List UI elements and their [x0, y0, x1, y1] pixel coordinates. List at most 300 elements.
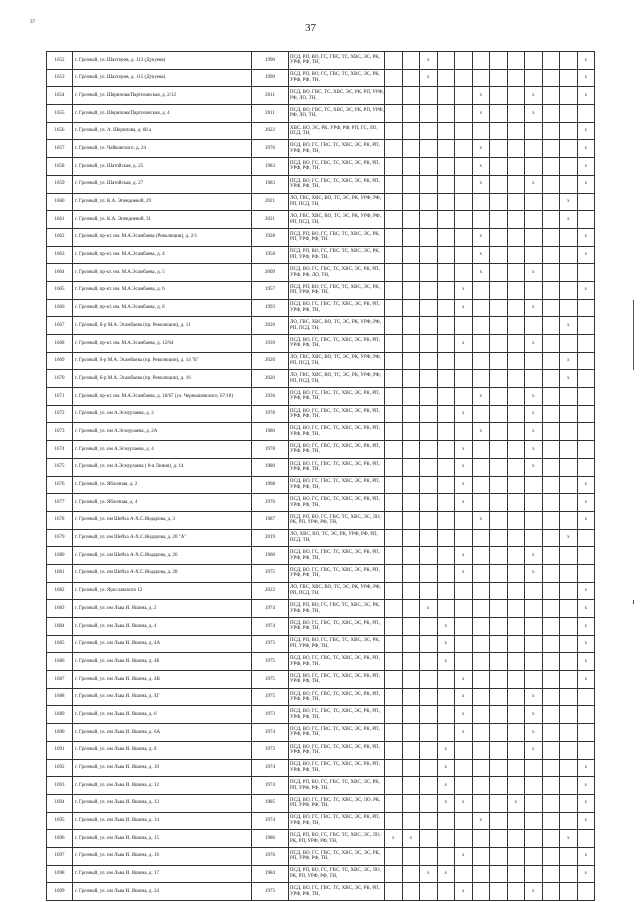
work-mark-cell	[420, 847, 438, 865]
address-cell: г. Грозный, пр-кт. им. М.А.Эсамбаева, д. 12/64	[73, 335, 252, 353]
work-mark-cell	[525, 52, 543, 70]
year-cell: 1990	[252, 69, 289, 87]
works-list-cell: ПСД, РП, ВО, ГС, ГВС, ТС, ХВС, ЭС, РК, РП, УРФ, РФ, ТН,	[289, 246, 385, 264]
work-mark-cell	[560, 335, 578, 353]
work-mark-x: x	[560, 352, 578, 370]
work-mark-cell	[385, 582, 403, 600]
year-cell: 1974	[252, 777, 289, 795]
address-cell: г. Грозный, ул. им Льва И. Яшина, д. 12	[73, 777, 252, 795]
work-mark-cell	[455, 246, 473, 264]
work-mark-cell	[385, 317, 403, 335]
work-mark-cell	[542, 105, 560, 123]
works-list-cell: ПСД, ВО, ГС, ГВС, ТС, ХВС, ЭС, РК, РП, УРФ, РФ, ТН,	[289, 423, 385, 441]
work-mark-cell	[437, 441, 455, 459]
work-mark-x: x	[577, 600, 595, 618]
work-mark-cell	[472, 582, 490, 600]
work-mark-cell	[455, 741, 473, 759]
work-mark-cell	[402, 653, 420, 671]
work-mark-cell	[560, 69, 578, 87]
work-mark-cell	[507, 653, 525, 671]
year-cell: 1976	[252, 494, 289, 512]
work-mark-cell	[507, 175, 525, 193]
table-row	[47, 193, 595, 211]
page-number: 37	[305, 22, 316, 34]
work-mark-cell	[490, 352, 508, 370]
works-list-cell: ЛО, ГВС, ХВС, ВО, ТС, ЭС, РК, УРФ, РФ, РП, ПСД, ТН,	[289, 582, 385, 600]
year-cell: 1976	[252, 847, 289, 865]
work-mark-cell	[420, 158, 438, 176]
works-list-cell: ПСД, ВО, ГС, ГВС, ТС, ХВС, ЭС, РК, РП, УРФ, РФ, ТН,	[289, 618, 385, 636]
work-mark-x: x	[577, 158, 595, 176]
work-mark-cell	[420, 352, 438, 370]
work-mark-x: x	[472, 388, 490, 406]
works-list-cell: ПСД, ВО, ГС, ГВС, ТС, ХВС, ЭС, РК, РП, УРФ, РФ, ТН,	[289, 883, 385, 901]
year-cell: 1975	[252, 688, 289, 706]
work-mark-cell	[437, 299, 455, 317]
work-mark-cell	[402, 476, 420, 494]
year-cell: 1958	[252, 246, 289, 264]
work-mark-cell	[542, 847, 560, 865]
work-mark-cell	[472, 317, 490, 335]
work-mark-cell	[577, 529, 595, 547]
work-mark-x: x	[525, 706, 543, 724]
row-number-cell: 1670	[47, 370, 73, 388]
address-cell: г. Грозный, пр-кт. им. М.А.Эсамбаева, д. 18/67 (ул. Чернышевского, 67/18)	[73, 388, 252, 406]
table-row	[47, 476, 595, 494]
work-mark-x: x	[472, 158, 490, 176]
address-cell: г. Грозный, ул. им Льва И. Яшина, д. 4В	[73, 671, 252, 689]
works-list-cell: ЛО, ГВС, ХВС, ВО, ТС, ЭС, РК, УРФ, РФ, РП, ПСД, ТН,	[289, 211, 385, 229]
work-mark-x: x	[455, 405, 473, 423]
work-mark-cell	[385, 52, 403, 70]
table-row	[47, 317, 595, 335]
work-mark-cell	[507, 122, 525, 140]
work-mark-cell	[542, 883, 560, 901]
work-mark-cell	[507, 335, 525, 353]
work-mark-x: x	[455, 547, 473, 565]
work-mark-cell	[507, 564, 525, 582]
row-number-cell: 1696	[47, 830, 73, 848]
work-mark-cell	[472, 281, 490, 299]
row-number-cell: 1687	[47, 671, 73, 689]
year-cell: 1928	[252, 228, 289, 246]
work-mark-cell	[542, 87, 560, 105]
address-cell: г. Грозный, б-р М.А. Эсамбаева (пр. Революции), д. 16	[73, 370, 252, 388]
work-mark-x: x	[577, 582, 595, 600]
work-mark-cell	[472, 52, 490, 70]
work-mark-cell	[507, 281, 525, 299]
works-list-cell: ПСД, ВО, ГС, ГВС, ТС, ХВС, ЭС, РК, РП, УРФ, РФ, ТН,	[289, 299, 385, 317]
works-list-cell: ЛО, ГВС, ХВС, ВО, ТС, ЭС, РК, УРФ, РФ, РП, ПСД, ТН,	[289, 352, 385, 370]
work-mark-x: x	[472, 511, 490, 529]
work-mark-cell	[437, 158, 455, 176]
work-mark-cell	[437, 564, 455, 582]
works-list-cell: ПСД, ВО, ГВС, ТС, ХВС, ЭС, РК, РП, УРФ, РФ, ЛО, ТН,	[289, 105, 385, 123]
work-mark-cell	[420, 883, 438, 901]
work-mark-cell	[385, 476, 403, 494]
work-mark-cell	[525, 281, 543, 299]
work-mark-cell	[472, 759, 490, 777]
work-mark-cell	[437, 105, 455, 123]
year-cell: 1984	[252, 865, 289, 883]
work-mark-cell	[472, 335, 490, 353]
work-mark-cell	[385, 741, 403, 759]
year-cell: 2020	[252, 352, 289, 370]
work-mark-cell	[385, 299, 403, 317]
row-number-cell: 1660	[47, 193, 73, 211]
work-mark-cell	[420, 370, 438, 388]
work-mark-cell	[507, 529, 525, 547]
works-list-cell: ПСД, ВО, ГС, ГВС, ТС, ХВС, ЭС, РК, РП, УРФ, РФ, ТН,	[289, 706, 385, 724]
year-cell: 2021	[252, 193, 289, 211]
work-mark-cell	[385, 335, 403, 353]
work-mark-cell	[455, 653, 473, 671]
work-mark-cell	[507, 635, 525, 653]
table-row	[47, 794, 595, 812]
work-mark-x: x	[455, 335, 473, 353]
work-mark-cell	[542, 564, 560, 582]
work-mark-cell	[560, 741, 578, 759]
work-mark-x: x	[472, 423, 490, 441]
work-mark-x: x	[525, 335, 543, 353]
work-mark-cell	[420, 511, 438, 529]
work-mark-cell	[542, 865, 560, 883]
work-mark-cell	[437, 352, 455, 370]
work-mark-cell	[525, 246, 543, 264]
work-mark-cell	[385, 211, 403, 229]
work-mark-cell	[490, 547, 508, 565]
work-mark-cell	[507, 458, 525, 476]
work-mark-cell	[490, 193, 508, 211]
works-list-cell: ПСД, ВО, ГС, ГВС, ТС, ХВС, ЭС, РК, РП, УРФ, РФ, ТН,	[289, 388, 385, 406]
work-mark-cell	[560, 105, 578, 123]
work-mark-x: x	[437, 794, 455, 812]
address-cell: г. Грозный, ул. им Шейха А-Х.С.Яндарова, д. 20 "А"	[73, 529, 252, 547]
work-mark-cell	[472, 299, 490, 317]
work-mark-cell	[437, 688, 455, 706]
work-mark-cell	[455, 600, 473, 618]
work-mark-cell	[560, 600, 578, 618]
work-mark-x: x	[455, 883, 473, 901]
work-mark-cell	[490, 405, 508, 423]
work-mark-x: x	[525, 299, 543, 317]
table-row	[47, 228, 595, 246]
work-mark-x: x	[577, 653, 595, 671]
row-number-cell: 1698	[47, 865, 73, 883]
address-cell: г. Грозный, пр-кт. им. М.А.Эсамбаева, д. 5	[73, 264, 252, 282]
work-mark-cell	[560, 87, 578, 105]
work-mark-cell	[402, 812, 420, 830]
work-mark-cell	[577, 547, 595, 565]
row-number-cell: 1688	[47, 688, 73, 706]
work-mark-cell	[525, 671, 543, 689]
work-mark-x: x	[560, 317, 578, 335]
year-cell: 1975	[252, 671, 289, 689]
work-mark-x: x	[472, 140, 490, 158]
year-cell: 1985	[252, 794, 289, 812]
works-list-cell: ПСД, ВО, ГС, ГВС, ТС, ХВС, ЭС, РК, РП, УРФ, РФ, ТН,	[289, 547, 385, 565]
work-mark-x: x	[560, 529, 578, 547]
work-mark-cell	[507, 547, 525, 565]
row-number-cell: 1673	[47, 423, 73, 441]
work-mark-cell	[437, 547, 455, 565]
work-mark-cell	[560, 812, 578, 830]
work-mark-cell	[542, 635, 560, 653]
work-mark-cell	[420, 706, 438, 724]
work-mark-cell	[437, 671, 455, 689]
table-row	[47, 759, 595, 777]
work-mark-x: x	[385, 830, 403, 848]
row-number-cell: 1685	[47, 635, 73, 653]
work-mark-x: x	[455, 671, 473, 689]
work-mark-cell	[490, 69, 508, 87]
work-mark-x: x	[525, 175, 543, 193]
work-mark-cell	[420, 140, 438, 158]
work-mark-cell	[437, 87, 455, 105]
address-cell: г. Грозный, ул. им Льва И. Яшина, д. 15	[73, 830, 252, 848]
work-mark-cell	[490, 281, 508, 299]
year-cell: 1980	[252, 458, 289, 476]
work-mark-cell	[455, 582, 473, 600]
work-mark-cell	[507, 759, 525, 777]
work-mark-cell	[402, 423, 420, 441]
address-cell: г. Грозный, ул. им Шейха А-Х.С.Яндарова, д. 3	[73, 511, 252, 529]
row-number-cell: 1665	[47, 281, 73, 299]
work-mark-cell	[437, 317, 455, 335]
work-mark-cell	[490, 529, 508, 547]
year-cell: 1974	[252, 759, 289, 777]
work-mark-cell	[385, 352, 403, 370]
table-row	[47, 352, 595, 370]
work-mark-cell	[490, 494, 508, 512]
work-mark-cell	[455, 87, 473, 105]
work-mark-x: x	[525, 741, 543, 759]
work-mark-cell	[402, 706, 420, 724]
work-mark-cell	[490, 600, 508, 618]
work-mark-x: x	[525, 423, 543, 441]
work-mark-x: x	[437, 653, 455, 671]
row-number-cell: 1699	[47, 883, 73, 901]
work-mark-cell	[525, 794, 543, 812]
work-mark-cell	[420, 122, 438, 140]
work-mark-cell	[490, 777, 508, 795]
work-mark-cell	[577, 423, 595, 441]
table-row	[47, 671, 595, 689]
work-mark-cell	[437, 494, 455, 512]
work-mark-cell	[525, 812, 543, 830]
work-mark-cell	[525, 370, 543, 388]
year-cell: 1978	[252, 405, 289, 423]
work-mark-cell	[542, 193, 560, 211]
work-mark-cell	[525, 830, 543, 848]
year-cell: 1975	[252, 564, 289, 582]
year-cell: 2011	[252, 87, 289, 105]
work-mark-x: x	[455, 281, 473, 299]
work-mark-cell	[542, 706, 560, 724]
work-mark-cell	[420, 388, 438, 406]
address-cell: г. Грозный, ул. им Льва И. Яшина, д. 13	[73, 794, 252, 812]
work-mark-cell	[402, 281, 420, 299]
scan-edge-mark	[633, 300, 634, 370]
address-cell: г. Грозный, ул. Ярославского 12	[73, 582, 252, 600]
work-mark-x: x	[455, 688, 473, 706]
work-mark-cell	[542, 246, 560, 264]
work-mark-x: x	[437, 741, 455, 759]
table-row	[47, 564, 595, 582]
work-mark-cell	[525, 494, 543, 512]
work-mark-cell	[490, 52, 508, 70]
work-mark-cell	[420, 441, 438, 459]
work-mark-cell	[472, 494, 490, 512]
work-mark-x: x	[577, 246, 595, 264]
table-row	[47, 105, 595, 123]
address-cell: г. Грозный, ул. Шахтеров, д. 113 (Дукуева)	[73, 52, 252, 70]
work-mark-cell	[490, 759, 508, 777]
work-mark-cell	[525, 618, 543, 636]
work-mark-cell	[385, 69, 403, 87]
work-mark-cell	[507, 105, 525, 123]
table-row	[47, 724, 595, 742]
work-mark-x: x	[560, 211, 578, 229]
work-mark-cell	[455, 370, 473, 388]
work-mark-cell	[385, 653, 403, 671]
work-mark-cell	[437, 511, 455, 529]
work-mark-cell	[437, 175, 455, 193]
work-mark-x: x	[472, 175, 490, 193]
work-mark-x: x	[525, 688, 543, 706]
work-mark-x: x	[437, 759, 455, 777]
work-mark-cell	[385, 105, 403, 123]
work-mark-cell	[560, 794, 578, 812]
work-mark-cell	[525, 211, 543, 229]
work-mark-cell	[385, 688, 403, 706]
work-mark-cell	[420, 671, 438, 689]
table-row	[47, 635, 595, 653]
work-mark-cell	[402, 388, 420, 406]
work-mark-x: x	[437, 618, 455, 636]
work-mark-x: x	[577, 140, 595, 158]
year-cell: 2011	[252, 105, 289, 123]
works-list-cell: ПСД, РП, ВО, ГС, ГВС, ТС, ХВС, ЭС, РК, РП, УРФ, РФ, ТН,	[289, 635, 385, 653]
row-number-cell: 1655	[47, 105, 73, 123]
table-row	[47, 812, 595, 830]
work-mark-x: x	[455, 494, 473, 512]
work-mark-cell	[437, 370, 455, 388]
work-mark-cell	[385, 281, 403, 299]
work-mark-cell	[455, 317, 473, 335]
table-row	[47, 688, 595, 706]
work-mark-cell	[437, 335, 455, 353]
work-mark-cell	[455, 777, 473, 795]
work-mark-cell	[560, 441, 578, 459]
work-mark-cell	[472, 635, 490, 653]
work-mark-cell	[385, 158, 403, 176]
address-cell: г. Грозный, ул. им А.Эсмурзаева ( 8-я Линия), д. 14	[73, 458, 252, 476]
work-mark-x: x	[455, 476, 473, 494]
year-cell: 1936	[252, 388, 289, 406]
work-mark-cell	[420, 175, 438, 193]
address-cell: г. Грозный, ул. Шахтеров, д. 115 (Дукуева)	[73, 69, 252, 87]
year-cell: 1960	[252, 547, 289, 565]
works-list-cell: ПСД, ВО, ГС, ГВС, ТС, ХВС, ЭС, РК, РП, УРФ, РФ, ТН,	[289, 741, 385, 759]
work-mark-x: x	[577, 228, 595, 246]
work-mark-cell	[402, 193, 420, 211]
row-number-cell: 1672	[47, 405, 73, 423]
work-mark-x: x	[560, 370, 578, 388]
works-list-cell: ПСД, РП, ВО, ГС, ГВС, ТС, ХВС, ЭС, ЛО, РК, РП, УРФ, РФ, ТН,	[289, 511, 385, 529]
year-cell: 1993	[252, 299, 289, 317]
work-mark-cell	[490, 706, 508, 724]
work-mark-x: x	[455, 794, 473, 812]
work-mark-cell	[437, 529, 455, 547]
year-cell: 2020	[252, 370, 289, 388]
work-mark-cell	[542, 441, 560, 459]
table-row	[47, 264, 595, 282]
work-mark-x: x	[437, 865, 455, 883]
work-mark-cell	[455, 759, 473, 777]
work-mark-cell	[437, 193, 455, 211]
work-mark-cell	[490, 847, 508, 865]
work-mark-cell	[437, 388, 455, 406]
year-cell: 1990	[252, 52, 289, 70]
table-row	[47, 494, 595, 512]
work-mark-cell	[542, 158, 560, 176]
work-mark-cell	[402, 299, 420, 317]
work-mark-cell	[437, 724, 455, 742]
work-mark-cell	[420, 812, 438, 830]
work-mark-cell	[507, 140, 525, 158]
work-mark-cell	[507, 741, 525, 759]
work-mark-x: x	[455, 441, 473, 459]
work-mark-cell	[577, 741, 595, 759]
row-number-cell: 1690	[47, 724, 73, 742]
work-mark-cell	[455, 423, 473, 441]
work-mark-cell	[542, 69, 560, 87]
address-cell: г. Грозный, ул. им Льва И. Яшина, д. 24	[73, 883, 252, 901]
row-number-cell: 1657	[47, 140, 73, 158]
work-mark-cell	[507, 87, 525, 105]
work-mark-cell	[560, 228, 578, 246]
work-mark-cell	[472, 688, 490, 706]
work-mark-cell	[560, 511, 578, 529]
work-mark-cell	[507, 600, 525, 618]
table-row	[47, 370, 595, 388]
work-mark-x: x	[525, 87, 543, 105]
work-mark-cell	[420, 830, 438, 848]
work-mark-x: x	[525, 547, 543, 565]
work-mark-cell	[490, 228, 508, 246]
work-mark-cell	[385, 812, 403, 830]
work-mark-cell	[507, 582, 525, 600]
work-mark-cell	[420, 794, 438, 812]
work-mark-cell	[472, 671, 490, 689]
row-number-cell: 1695	[47, 812, 73, 830]
work-mark-cell	[542, 317, 560, 335]
work-mark-cell	[577, 105, 595, 123]
work-mark-cell	[455, 511, 473, 529]
year-cell: 2009	[252, 264, 289, 282]
work-mark-cell	[420, 547, 438, 565]
table-row	[47, 653, 595, 671]
work-mark-cell	[385, 246, 403, 264]
works-list-cell: ПСД, ВО, ГС, ГВС, ТС, ХВС, ЭС, РК, РП, УРФ, РФ, ТН,	[289, 812, 385, 830]
row-number-cell: 1652	[47, 52, 73, 70]
address-cell: г. Грозный, ул. им Шейха А-Х.С.Яндарова, д. 26	[73, 547, 252, 565]
work-mark-cell	[455, 865, 473, 883]
work-mark-x: x	[560, 193, 578, 211]
table-row	[47, 777, 595, 795]
work-mark-cell	[577, 458, 595, 476]
